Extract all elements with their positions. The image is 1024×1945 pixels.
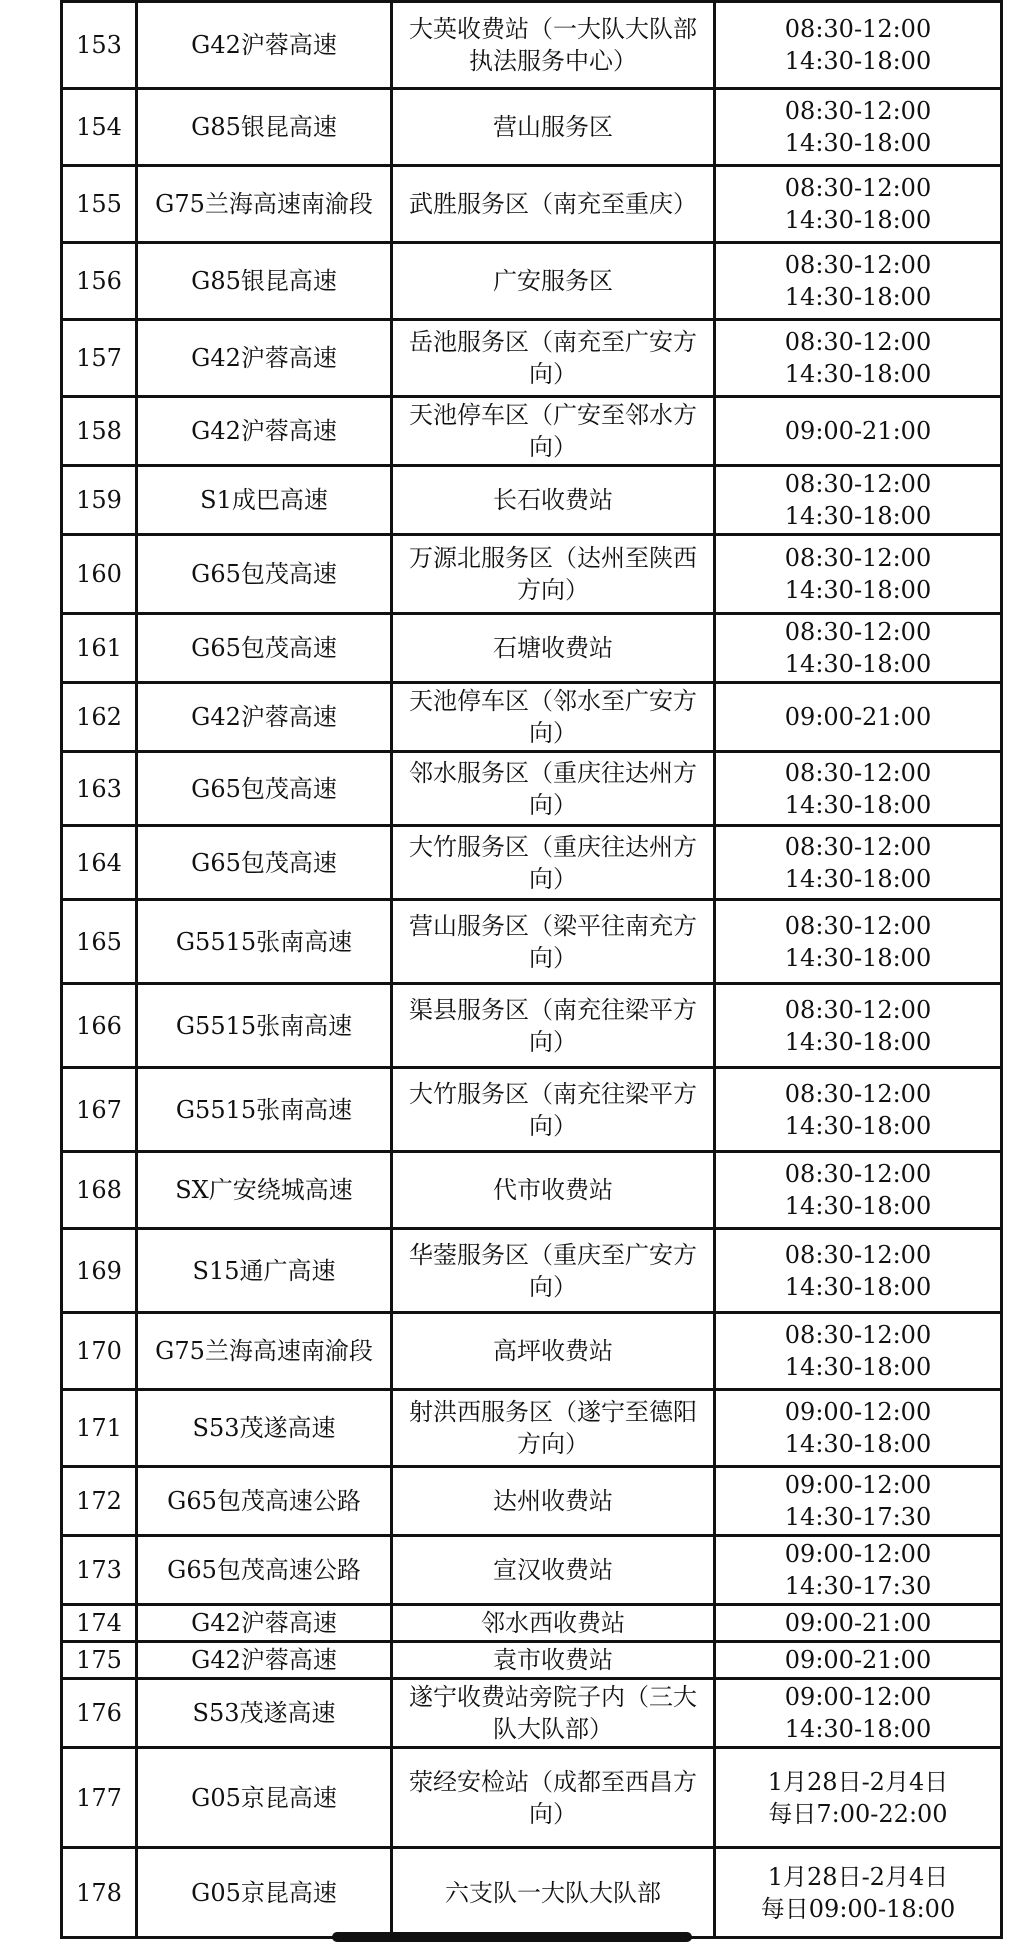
- road-name: S53茂遂高速: [137, 1679, 392, 1748]
- table-row: [62, 900, 1002, 984]
- table-row: [62, 397, 1002, 466]
- service-hours-line: 14:30-18:00: [784, 943, 932, 972]
- service-location: 万源北服务区（达州至陕西方向）: [392, 535, 715, 614]
- row-number: 161: [62, 614, 137, 683]
- service-hours: [715, 2, 1002, 89]
- row-number: 158: [62, 397, 137, 466]
- service-hours: [715, 1748, 1002, 1848]
- service-hours-line: 1月28日-2月4日: [767, 1767, 949, 1796]
- service-hours-line: 09:00-12:00: [784, 1540, 932, 1568]
- service-hours-line: 14:30-18:00: [784, 502, 932, 530]
- service-hours: [715, 243, 1002, 320]
- road-name: G5515张南高速: [137, 900, 392, 984]
- row-number: 174: [62, 1605, 137, 1642]
- road-name: G75兰海高速南渝段: [137, 166, 392, 243]
- table-row: [62, 166, 1002, 243]
- service-hours-line: 14:30-18:00: [784, 1430, 932, 1458]
- road-name: G42沪蓉高速: [137, 397, 392, 466]
- table-row: [62, 826, 1002, 900]
- service-location: 长石收费站: [392, 466, 715, 535]
- row-number: 155: [62, 166, 137, 243]
- service-hours-line: 14:30-18:00: [784, 1715, 932, 1743]
- row-number: 170: [62, 1313, 137, 1390]
- row-number: 165: [62, 900, 137, 984]
- service-hours: [715, 900, 1002, 984]
- table-row: [62, 1748, 1002, 1848]
- row-number: 162: [62, 683, 137, 752]
- service-location: 高坪收费站: [392, 1313, 715, 1390]
- service-hours-line: 08:30-12:00: [784, 174, 932, 202]
- service-location: 营山服务区: [392, 89, 715, 166]
- row-number: 171: [62, 1390, 137, 1467]
- table-row: [62, 752, 1002, 826]
- service-hours: [715, 1536, 1002, 1605]
- service-location: 宣汉收费站: [392, 1536, 715, 1605]
- row-number: 160: [62, 535, 137, 614]
- row-number: 167: [62, 1068, 137, 1152]
- table-row: [62, 535, 1002, 614]
- service-hours-line: 14:30-18:00: [784, 360, 932, 388]
- service-hours-line: 08:30-12:00: [784, 1240, 932, 1269]
- service-hours-line: 1月28日-2月4日: [767, 1862, 949, 1891]
- service-hours-line: 09:00-12:00: [784, 1398, 932, 1426]
- service-hours-line: 08:30-12:00: [784, 328, 932, 356]
- service-hours: [715, 1068, 1002, 1152]
- service-location: 天池停车区（邻水至广安方向）: [392, 683, 715, 752]
- road-name: G42沪蓉高速: [137, 1642, 392, 1679]
- service-hours-line: 14:30-18:00: [784, 1111, 932, 1140]
- service-hours: [715, 466, 1002, 535]
- table-row: [62, 1152, 1002, 1229]
- service-hours-line: 14:30-17:30: [784, 1503, 932, 1531]
- row-number: 173: [62, 1536, 137, 1605]
- table-row: [62, 1848, 1002, 1938]
- road-name: G05京昆高速: [137, 1748, 392, 1848]
- service-hours-line: 08:30-12:00: [784, 911, 932, 940]
- road-name: G42沪蓉高速: [137, 320, 392, 397]
- table-row: [62, 1679, 1002, 1748]
- road-name: G65包茂高速: [137, 535, 392, 614]
- service-hours: [715, 683, 1002, 752]
- service-hours: [715, 166, 1002, 243]
- service-location: 邻水服务区（重庆往达州方向）: [392, 752, 715, 826]
- service-hours-line: 14:30-18:00: [784, 1192, 932, 1220]
- service-hours-line: 14:30-18:00: [784, 129, 932, 157]
- service-hours-line: 08:30-12:00: [784, 832, 932, 861]
- table-row: [62, 1642, 1002, 1679]
- service-hours: [715, 1390, 1002, 1467]
- service-hours-line: 14:30-18:00: [784, 206, 932, 234]
- service-hours: [715, 1229, 1002, 1313]
- service-hours: [715, 752, 1002, 826]
- service-hours-line: 14:30-18:00: [784, 1272, 932, 1301]
- service-hours-line: 每日09:00-18:00: [760, 1894, 956, 1923]
- service-hours: [715, 1152, 1002, 1229]
- service-hours-line: 08:30-12:00: [784, 995, 932, 1024]
- home-indicator[interactable]: [332, 1932, 692, 1942]
- table-row: [62, 1467, 1002, 1536]
- road-name: G65包茂高速: [137, 752, 392, 826]
- table-row: [62, 243, 1002, 320]
- row-number: 157: [62, 320, 137, 397]
- service-hours-line: 14:30-18:00: [784, 650, 932, 678]
- service-hours-line: 14:30-18:00: [784, 1027, 932, 1056]
- road-name: G65包茂高速: [137, 826, 392, 900]
- row-number: 159: [62, 466, 137, 535]
- road-name: G65包茂高速: [137, 614, 392, 683]
- road-name: S1成巴高速: [137, 466, 392, 535]
- service-hours: [715, 1679, 1002, 1748]
- road-name: G05京昆高速: [137, 1848, 392, 1938]
- service-hours: [715, 984, 1002, 1068]
- service-hours: [715, 1313, 1002, 1390]
- row-number: 164: [62, 826, 137, 900]
- service-hours-line: 08:30-12:00: [784, 251, 932, 279]
- table-row: [62, 320, 1002, 397]
- row-number: 163: [62, 752, 137, 826]
- row-number: 153: [62, 2, 137, 89]
- road-name: G5515张南高速: [137, 1068, 392, 1152]
- table-row: [62, 2, 1002, 89]
- service-location: 代市收费站: [392, 1152, 715, 1229]
- row-number: 172: [62, 1467, 137, 1536]
- service-location: 广安服务区: [392, 243, 715, 320]
- service-hours-line: 08:30-12:00: [784, 544, 932, 572]
- row-number: 168: [62, 1152, 137, 1229]
- service-hours-line: 14:30-18:00: [784, 1353, 932, 1381]
- table-row: [62, 89, 1002, 166]
- table-row: [62, 466, 1002, 535]
- service-location: 邻水西收费站: [392, 1605, 715, 1642]
- table-row: [62, 1229, 1002, 1313]
- road-name: G42沪蓉高速: [137, 1605, 392, 1642]
- service-hours-line: 08:30-12:00: [784, 1321, 932, 1349]
- road-name: G42沪蓉高速: [137, 683, 392, 752]
- service-hours-line: 14:30-17:30: [784, 1572, 932, 1600]
- table-row: [62, 1068, 1002, 1152]
- road-name: G85银昆高速: [137, 243, 392, 320]
- service-hours: [715, 1642, 1002, 1679]
- service-location: 遂宁收费站旁院子内（三大队大队部）: [392, 1679, 715, 1748]
- service-hours-line: 08:30-12:00: [784, 15, 932, 43]
- service-hours-line: 14:30-18:00: [784, 790, 932, 819]
- service-hours-line: 09:00-12:00: [784, 1471, 932, 1499]
- road-name: G85银昆高速: [137, 89, 392, 166]
- row-number: 156: [62, 243, 137, 320]
- road-name: S53茂遂高速: [137, 1390, 392, 1467]
- row-number: 154: [62, 89, 137, 166]
- table-row: [62, 1605, 1002, 1642]
- service-location: 大竹服务区（南充往梁平方向）: [392, 1068, 715, 1152]
- service-hours: [715, 614, 1002, 683]
- service-hours-line: 08:30-12:00: [784, 618, 932, 646]
- service-hours: [715, 1467, 1002, 1536]
- road-name: SX广安绕城高速: [137, 1152, 392, 1229]
- service-location: 渠县服务区（南充往梁平方向）: [392, 984, 715, 1068]
- table-row: [62, 1390, 1002, 1467]
- service-location: 六支队一大队大队部: [392, 1848, 715, 1938]
- table-body: [62, 2, 1002, 1938]
- service-hours-line: 08:30-12:00: [784, 470, 932, 498]
- service-location: 大英收费站（一大队大队部执法服务中心）: [392, 2, 715, 89]
- service-hours: [715, 320, 1002, 397]
- service-hours: [715, 1605, 1002, 1642]
- road-name: G75兰海高速南渝段: [137, 1313, 392, 1390]
- service-hours-line: 08:30-12:00: [784, 1160, 932, 1188]
- service-location: 华蓥服务区（重庆至广安方向）: [392, 1229, 715, 1313]
- service-hours-line: 08:30-12:00: [784, 758, 932, 787]
- service-location: 达州收费站: [392, 1467, 715, 1536]
- road-name: G65包茂高速公路: [137, 1536, 392, 1605]
- road-name: G65包茂高速公路: [137, 1467, 392, 1536]
- service-hours-line: 08:30-12:00: [784, 1079, 932, 1108]
- service-hours-line: 08:30-12:00: [784, 97, 932, 125]
- service-hours: [715, 535, 1002, 614]
- service-hours: [715, 826, 1002, 900]
- table-row: [62, 984, 1002, 1068]
- row-number: 177: [62, 1748, 137, 1848]
- table-row: [62, 1536, 1002, 1605]
- row-number: 166: [62, 984, 137, 1068]
- service-hours-line: 14:30-18:00: [784, 283, 932, 311]
- service-location: 岳池服务区（南充至广安方向）: [392, 320, 715, 397]
- table-row: [62, 683, 1002, 752]
- table-row: [62, 614, 1002, 683]
- service-location: 石塘收费站: [392, 614, 715, 683]
- service-location: 天池停车区（广安至邻水方向）: [392, 397, 715, 466]
- row-number: 178: [62, 1848, 137, 1938]
- service-location: 荥经安检站（成都至西昌方向）: [392, 1748, 715, 1848]
- road-name: G5515张南高速: [137, 984, 392, 1068]
- service-hours: [715, 89, 1002, 166]
- service-location: 营山服务区（梁平往南充方向）: [392, 900, 715, 984]
- service-hours-line: 14:30-18:00: [784, 864, 932, 893]
- service-location: 大竹服务区（重庆往达州方向）: [392, 826, 715, 900]
- service-location: 射洪西服务区（遂宁至德阳方向）: [392, 1390, 715, 1467]
- service-location: 袁市收费站: [392, 1642, 715, 1679]
- service-hours-line: 09:00-21:00: [784, 703, 932, 731]
- service-hours: [715, 397, 1002, 466]
- service-hours-line: 09:00-21:00: [784, 1646, 932, 1674]
- service-hours-line: 每日7:00-22:00: [768, 1799, 948, 1828]
- service-hours-line: 09:00-12:00: [784, 1683, 932, 1711]
- row-number: 169: [62, 1229, 137, 1313]
- service-schedule-table: [60, 0, 1003, 1939]
- service-hours: [715, 1848, 1002, 1938]
- service-location: 武胜服务区（南充至重庆）: [392, 166, 715, 243]
- row-number: 176: [62, 1679, 137, 1748]
- table-row: [62, 1313, 1002, 1390]
- service-hours-line: 09:00-21:00: [784, 417, 932, 445]
- service-hours-line: 14:30-18:00: [784, 576, 932, 604]
- service-hours-line: 14:30-18:00: [784, 47, 932, 75]
- row-number: 175: [62, 1642, 137, 1679]
- road-name: G42沪蓉高速: [137, 2, 392, 89]
- road-name: S15通广高速: [137, 1229, 392, 1313]
- service-hours-line: 09:00-21:00: [784, 1609, 932, 1637]
